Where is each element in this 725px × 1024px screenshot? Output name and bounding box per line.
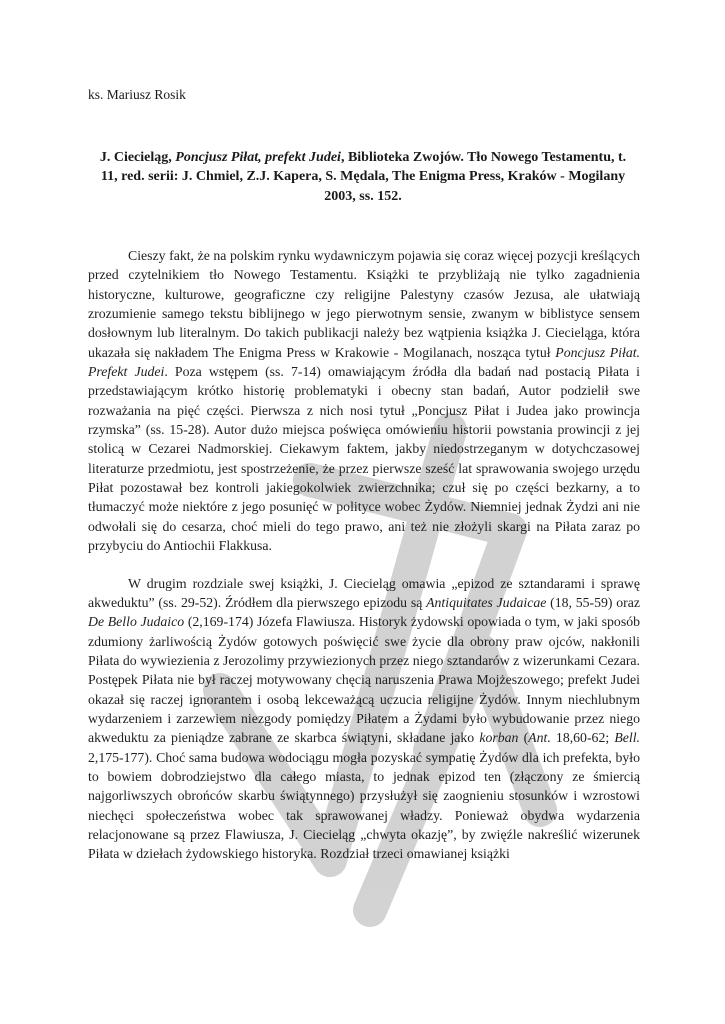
paragraph-1 — [88, 246, 640, 556]
p2-italic-3: korban — [479, 730, 519, 746]
p2-text-2: (18, 55-59) oraz — [546, 594, 640, 610]
paragraph-2 — [88, 574, 640, 864]
p2-italic-2: De Bello Judaico — [88, 614, 185, 630]
p1-text-2: . Poza wstępem (ss. 7-14) omawiającym źródła dla badań nad postacią Piłata i przedstawiającym krótko historię problematyki i obecny stan badań, Autor podzielił swe rozważania na pięć części. Pierwsza z nich nosi tytuł „Poncjusz Piłat i Judea jako prowincja rzymska” (ss. 15-28). Autor dużo miejsca poświęca omówieniu historii powstania prowincji z jej stolicą w Cezarei Nadmorskiej. Ciekawym faktem, jakby niedostrzeganym w dotychczasowej literaturze przedmiotu, jest spostrzeżenie, że przez pierwsze sześć lat sprawowania swojego urzędu Piłat pozostawał bez kontroli jakiegokolwiek zwierzchnika; czuł się po części bezkarny, a to tłumaczyć może niektóre z jego posunięć w polityce wobec Żydów. Niemniej jednak Żydzi ani nie odwołali się do cesarza, choć mieli do tego prawo, ani też nie złożyli skargi na Piłata zaraz po przybyciu do Antiochii Flakkusa. — [88, 364, 640, 554]
p2-text-6: 2,175-177). Choć sama budowa wodociągu mogła pozyskać sympatię Żydów dla ich prefekta, było to bowiem dobrodziejstwo dla całego miasta, to jednak epizod ten (złączony ze śmiercią najgorliwszych obrońców skarbu świątynnego) przysłużył się zaognieniu stosunków i wzrostowi niechęci społeczeństwa wobec tak sprawowanej władzy. Ponieważ obydwa wydarzenia relacjonowane są przez Flawiusza, J. Ciecieląg „chwyta okazję”, by zwięźle nakreślić wizerunek Piłata w dziełach żydowskiego historyka. Rozdział trzeci omawianej książki — [88, 749, 640, 862]
book-title: Poncjusz Piłat, prefekt Judei — [175, 150, 341, 165]
p2-italic-4: Ant. — [528, 730, 551, 746]
review-body — [88, 246, 640, 864]
p2-text-3: (2,169-174) Józefa Flawiusza. Historyk żydowski opowiada o tym, w jaki sposób zdumiony żarliwością Żydów gotowych poświęcić swe życie dla obrony praw ojców, nakłonili Piłata do wywiezienia z Jerozolimy przywiezionych przez niego sztandarów z wizerunkami Cezara. Postępek Piłata nie był raczej motywowany chęcią naruszenia Prawa Mojżeszowego; prefekt Judei okazał się raczej ignorantem i osobą lekceważącą uczucia religijne Żydów. Innym niechlubnym wydarzeniem i zarzewiem niezgody pomiędzy Piłatem a Żydami było wybudowanie przez niego akweduktu za pieniądze zabrane ze skarbca świątyni, składane jako — [88, 614, 640, 746]
title-prefix: J. Ciecieląg, — [99, 150, 176, 165]
p1-italic-1: Poncjusz Piłat. Prefekt Judei — [88, 344, 640, 380]
p2-text-5: 18,60-62; — [550, 730, 615, 746]
p2-italic-5: Bell. — [614, 730, 640, 746]
p2-text-4: ( — [518, 730, 529, 746]
p2-text-1: W drugim rozdziale swej książki, J. Ciecieląg omawia „epizod ze sztandarami i sprawę akweduktu” (ss. 29-52). Źródłem dla pierwszego epizodu są — [88, 575, 640, 610]
p1-text-1: Cieszy fakt, że na polskim rynku wydawniczym pojawia się coraz więcej pozycji kreślących przed czytelnikiem tło Nowego Testamentu. Książki te przybliżają nie tylko zagadnienia historyczne, kulturowe, geograficzne czy religijne Palestyny czasów Jezusa, ale ułatwiają zrozumienie samego tekstu biblijnego w jego pierwotnym sensie, zwanym w biblistyce sensem dosłownym lub literalnym. Do takich publikacji należy bez wątpienia książka J. Ciecieląga, która ukazała się nakładem The Enigma Press w Krakowie - Mogilanach, nosząca tytuł — [88, 248, 640, 360]
p2-italic-1: Antiquitates Judaicae — [426, 594, 547, 610]
author-name: ks. Mariusz Rosik — [88, 87, 186, 102]
review-title — [92, 148, 634, 206]
title-rest: , Biblioteka Zwojów. Tło Nowego Testamentu, t. 11, red. serii: J. Chmiel, Z.J. Kapera, S. Mędala, The Enigma Press, Kraków - Mogilany 2003, ss. 152. — [100, 150, 627, 204]
